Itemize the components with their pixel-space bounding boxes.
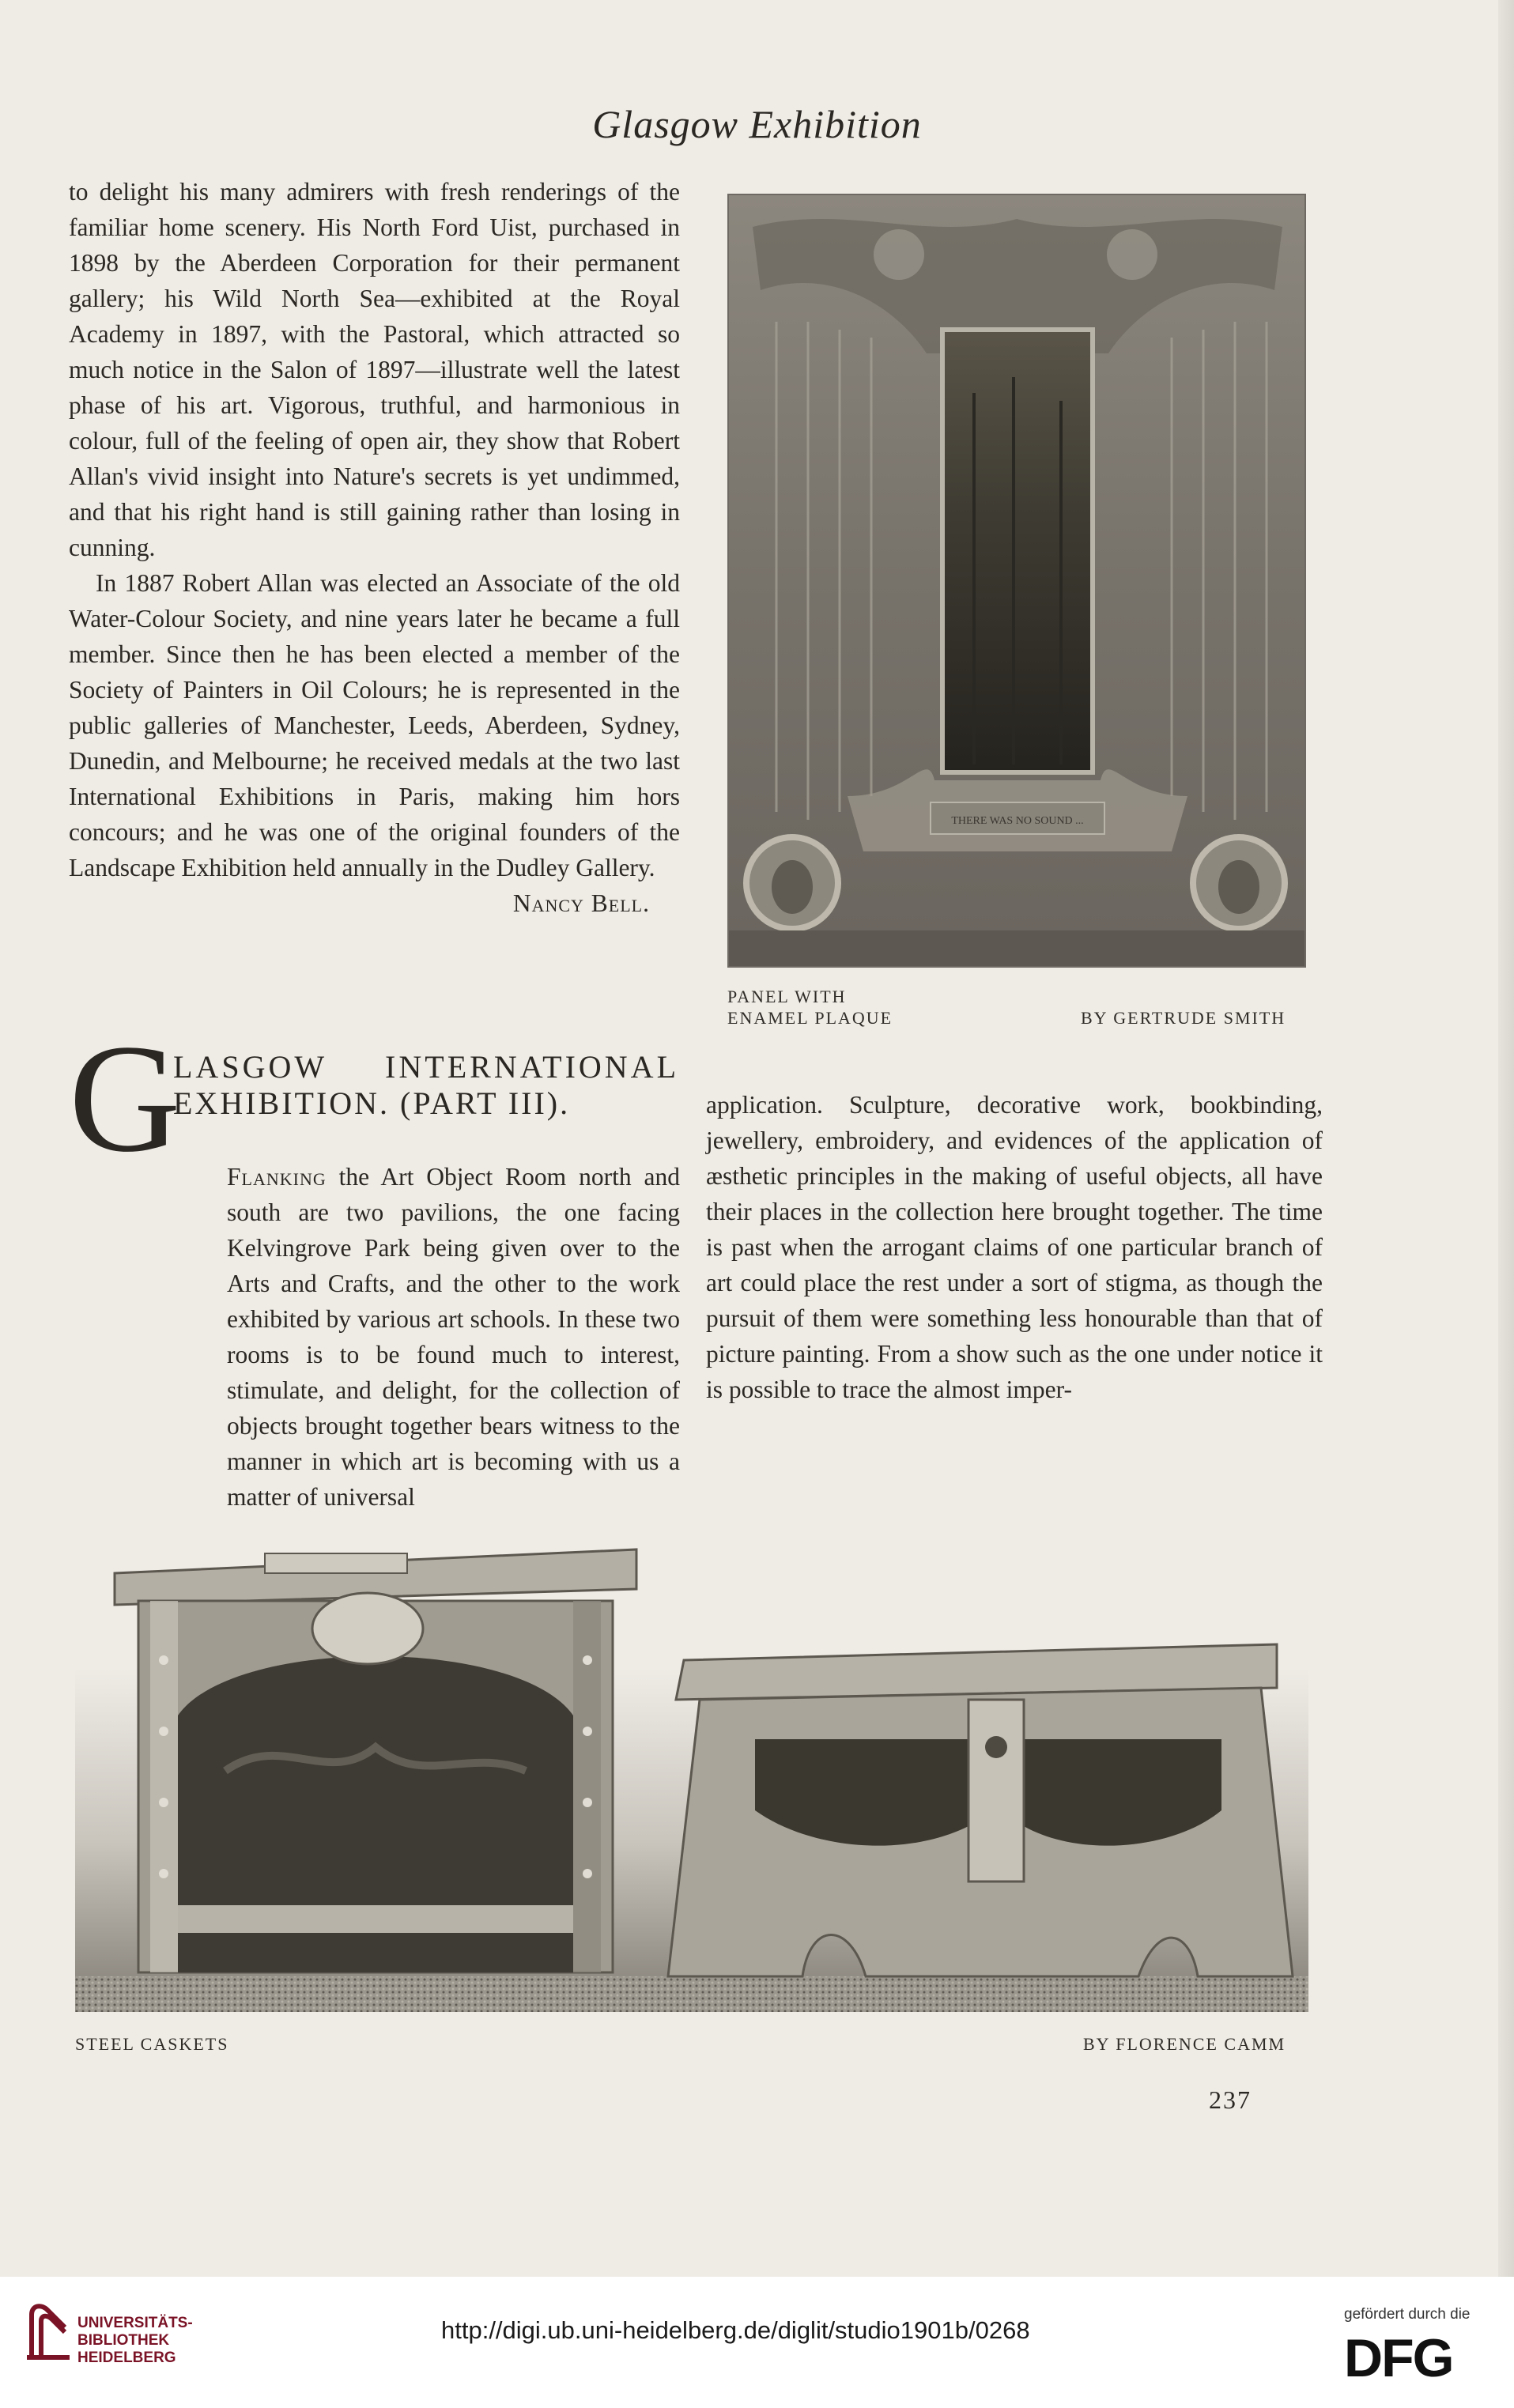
steel-caskets-image xyxy=(75,1510,1308,2016)
library-line-1: UNIVERSITÄTS- xyxy=(77,2315,193,2331)
plate-caption-left-line1: PANEL WITH xyxy=(727,987,847,1006)
article-lead-paragraph xyxy=(69,1159,680,1515)
source-url-link[interactable]: http://digi.ub.uni-heidelberg.de/diglit/studio1901b/0268 xyxy=(441,2316,1030,2344)
library-line-3: HEIDELBERG xyxy=(77,2349,176,2366)
dfg-logo[interactable]: DFG xyxy=(1344,2328,1453,2388)
plate-caption-right: BY GERTRUDE SMITH xyxy=(1081,1008,1286,1028)
author-signature: Nancy Bell. xyxy=(512,889,650,917)
article-text-left: the Art Object Room north and south are two pavilions, the one facing Kelvingrove Park being given over to the Arts and Crafts, and the other to the work exhibited by various art schools. In these two rooms is to be found much to interest, stimulate, and delight, for the collection of objects brought together bears witness to the manner in which art is becoming with us a matter of universal xyxy=(227,1163,681,1511)
library-line-2: BIBLIOTHEK xyxy=(77,2332,170,2349)
article-text-right: application. Sculpture, decorative work, bookbinding, jewellery, embroidery, and evidences of the application of æsthetic principles in the making of useful objects, all have their places in the collection here brought together. The time is past when the arrogant claims of one particular branch of art could place the rest under a sort of stigma, as though the pursuit of them were something less honourable than that of picture painting. From a show such as the one under notice it is possible to trace the almost imper- xyxy=(706,1091,1323,1403)
article-column-right xyxy=(706,1087,1323,1407)
paragraph-1: to delight his many admirers with fresh renderings of the familiar home scenery. His North Ford Uist, purchased in 1898 by the Aberdeen Corporation for their permanent gallery; his Wild North Sea—exhibited at the Royal Academy in 1897, with the Pastoral, which attracted so much notice in the Salon of 1897—illustrate well the latest phase of his art. Vigorous, truthful, and harmonious in colour, full of the feeling of open air, they show that Robert Allan's vivid insight into Nature's secrets is yet undimmed, and that his right hand is still gaining rather than losing in cunning. xyxy=(69,178,680,561)
university-library-logo-icon[interactable] xyxy=(24,2300,73,2365)
plate-caption-left-line2: ENAMEL PLAQUE xyxy=(727,1008,893,1028)
title-line-1: LASGOW INTERNATIONAL xyxy=(173,1049,679,1085)
lead-word: Flanking xyxy=(227,1163,327,1191)
title-line-2: EXHIBITION. (PART III). xyxy=(173,1085,571,1121)
caskets-caption-left: STEEL CASKETS xyxy=(75,2034,229,2054)
paragraph-2: In 1887 Robert Allan was elected an Associate of the old Water-Colour Society, and nine years later he became a full member. Since then he has been elected a member of the Society of Painters in Oil Colours; he is represented in the public galleries of Manchester, Leeds, Aberdeen, Sydney, Dunedin, and Melbourne; he received medals at the two last International Exhibitions in Paris, making him hors concours; and he was one of the original founders of the Landscape Exhibition held annually in the Dudley Gallery. xyxy=(69,569,680,881)
running-head: Glasgow Exhibition xyxy=(592,102,922,146)
column-previous-article xyxy=(69,174,680,921)
funded-by-label: gefördert durch die xyxy=(1344,2306,1471,2323)
drop-cap: G xyxy=(69,1013,181,1184)
article-column-left xyxy=(69,1159,680,1515)
university-library-name[interactable] xyxy=(77,2315,193,2367)
page-number: 237 xyxy=(1209,2085,1252,2114)
caskets-caption-right: BY FLORENCE CAMM xyxy=(1083,2034,1286,2054)
svg-text:THERE WAS NO SOUND ...: THERE WAS NO SOUND ... xyxy=(951,815,1084,827)
scan-edge xyxy=(1498,0,1514,2277)
panel-plate-image xyxy=(727,194,1306,968)
